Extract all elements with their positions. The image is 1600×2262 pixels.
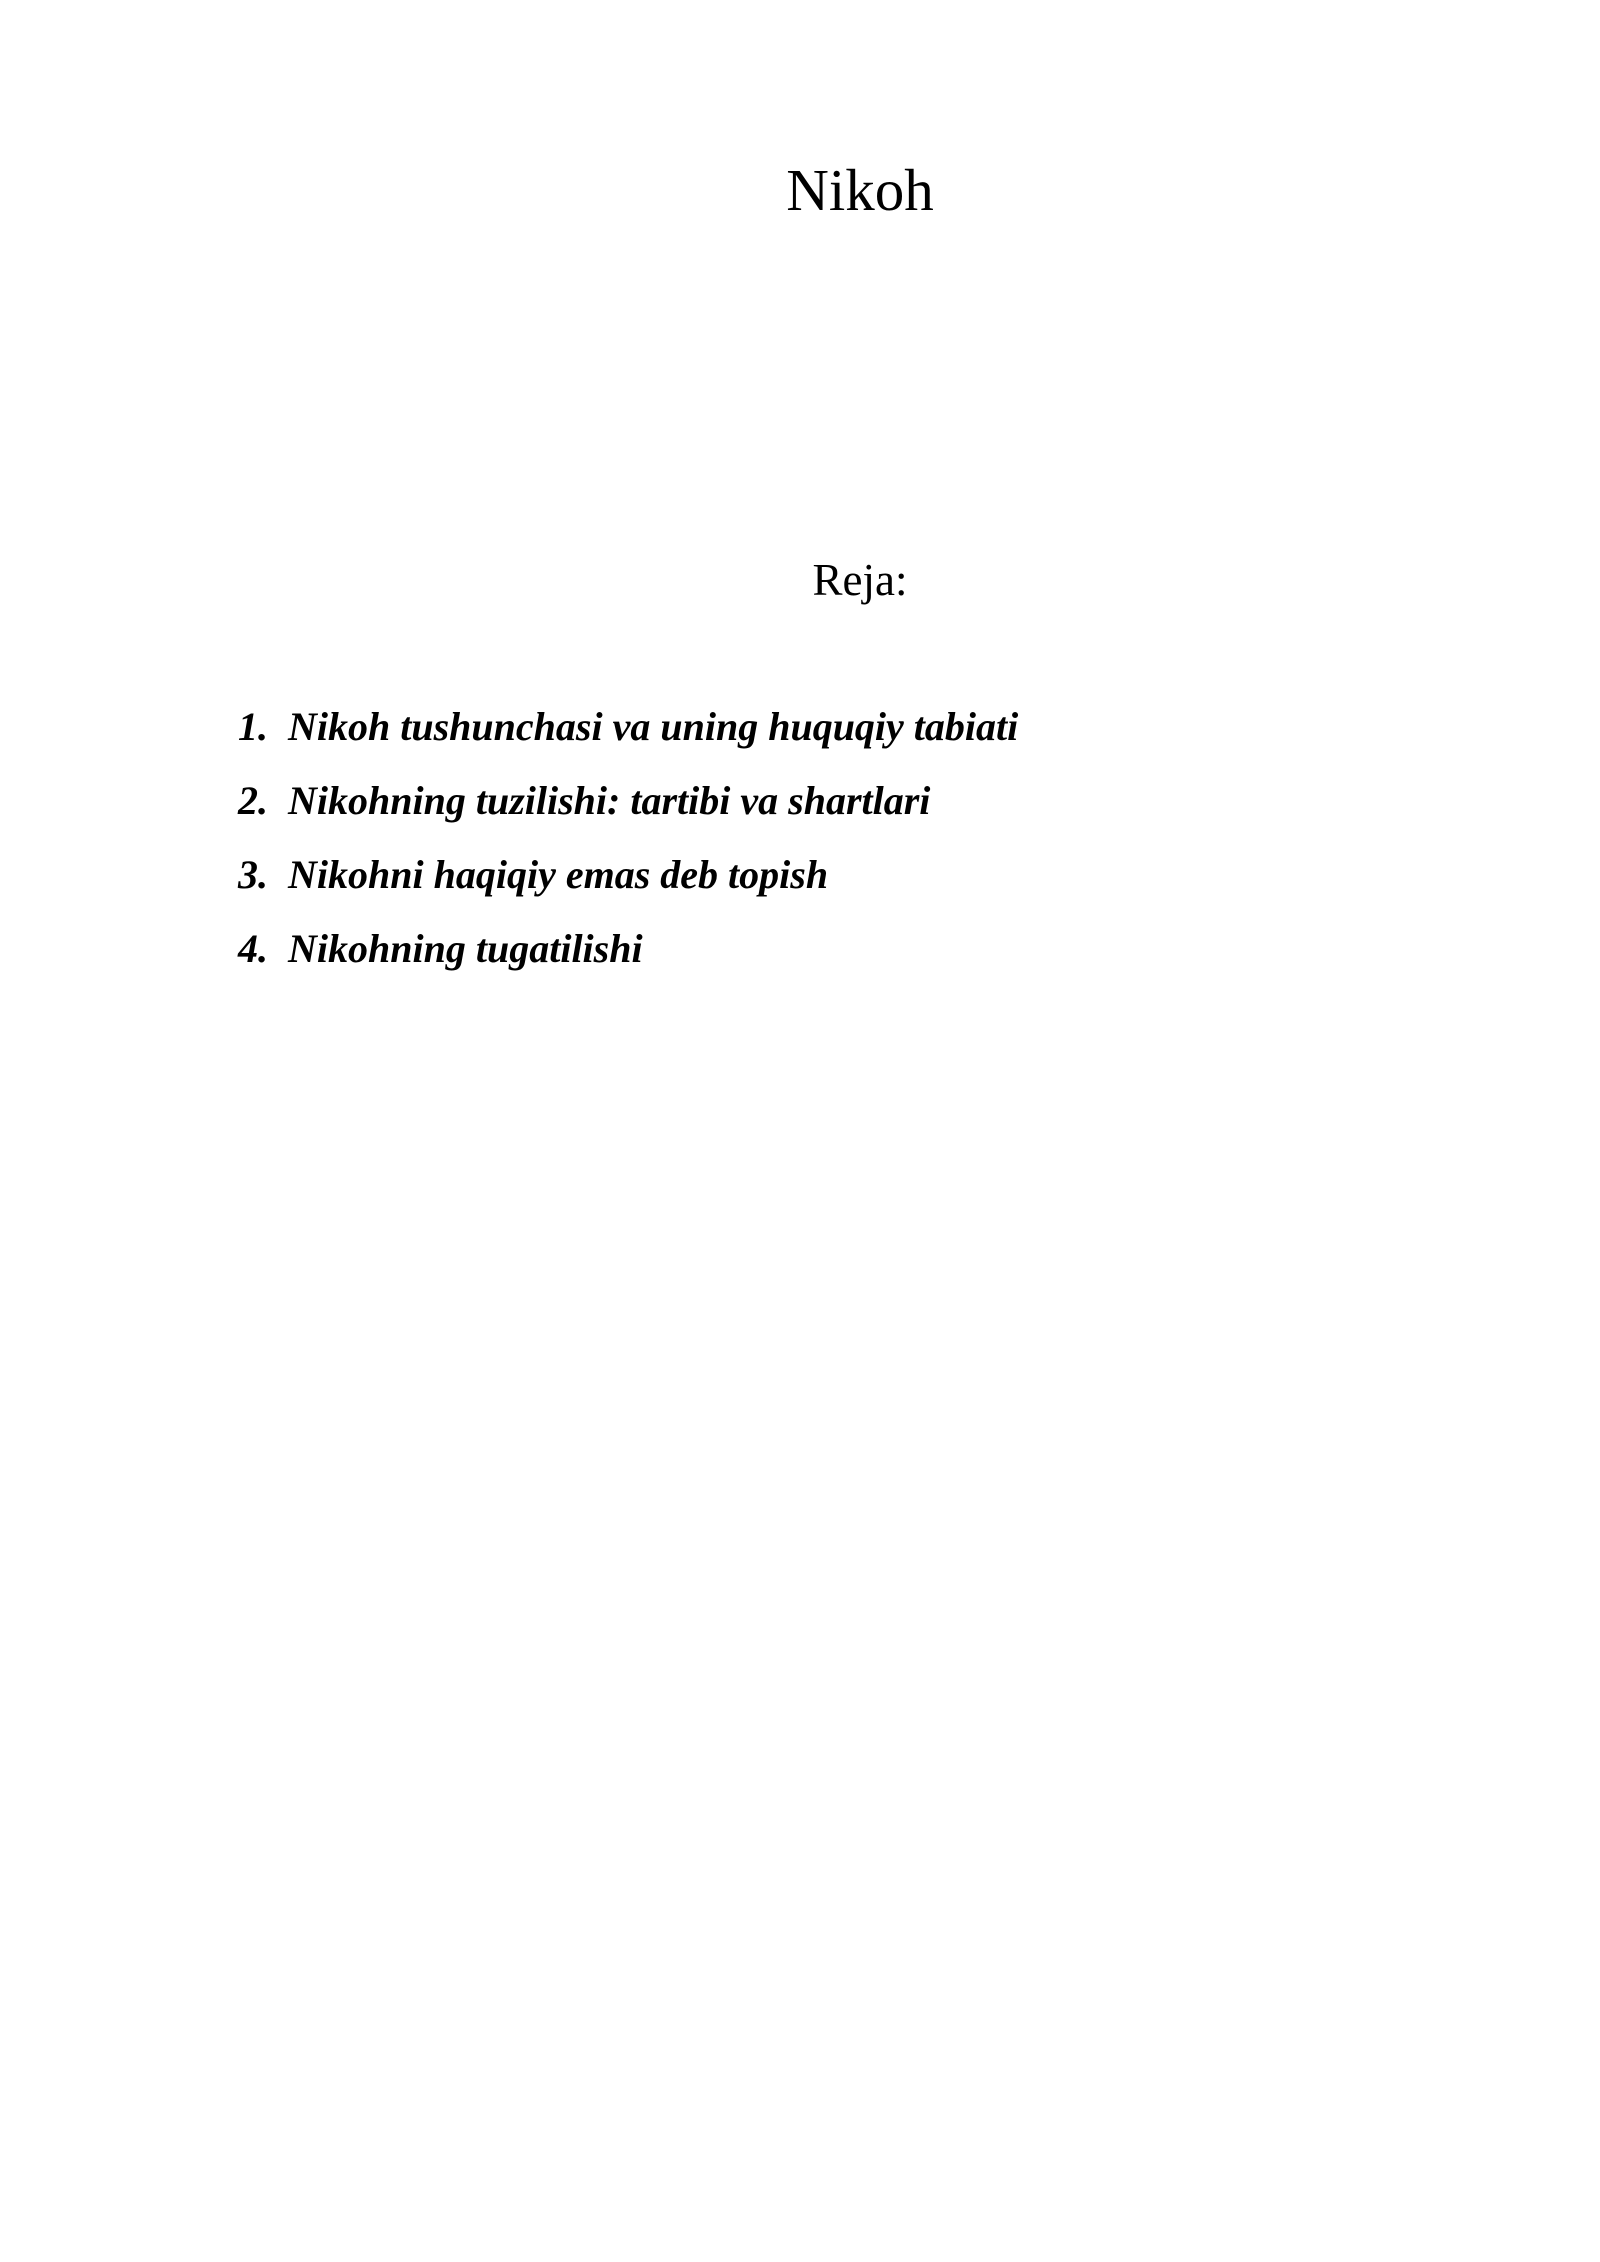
plan-item-text: Nikohning tuzilishi: tartibi va shartlari <box>288 778 931 823</box>
plan-item <box>238 838 1018 912</box>
plan-item <box>238 912 1018 986</box>
plan-item-number: 1. <box>238 704 268 749</box>
plan-item-text: Nikoh tushunchasi va uning huquqiy tabiati <box>288 704 1019 749</box>
plan-heading: Reja: <box>812 555 908 605</box>
plan-item-text: Nikohni haqiqiy emas deb topish <box>288 852 829 897</box>
page-title: Nikoh <box>786 157 934 223</box>
plan-item-number: 3. <box>238 852 268 897</box>
plan-item-number: 4. <box>238 926 268 971</box>
plan-item-text: Nikohning tugatilishi <box>288 926 643 971</box>
plan-list <box>238 690 1018 986</box>
plan-item <box>238 690 1018 764</box>
plan-item <box>238 764 1018 838</box>
plan-item-number: 2. <box>238 778 268 823</box>
